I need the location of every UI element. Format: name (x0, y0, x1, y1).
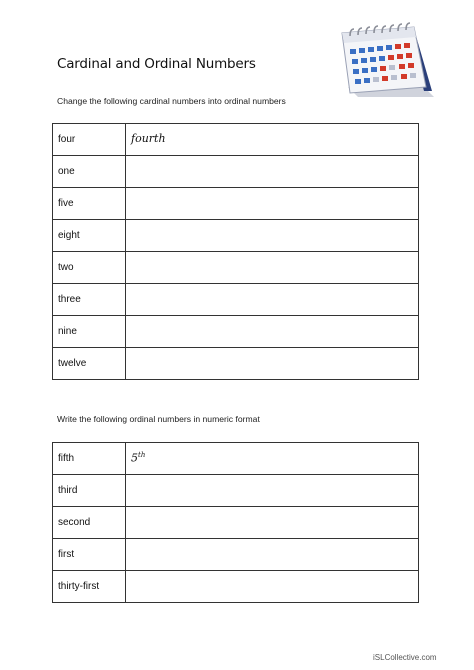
table-row (53, 571, 419, 603)
word-cell: fifth (53, 443, 126, 475)
table-row (53, 443, 419, 475)
answer-cell[interactable] (126, 348, 419, 380)
answer-cell[interactable] (126, 539, 419, 571)
footer-watermark: iSLCollective.com (373, 653, 437, 662)
table-row (53, 220, 419, 252)
word-cell: twelve (53, 348, 126, 380)
answer-cell[interactable] (126, 156, 419, 188)
section2-instruction: Write the following ordinal numbers in numeric format (57, 414, 260, 424)
table-row (53, 316, 419, 348)
calendar-icon (336, 17, 436, 101)
table-row (53, 475, 419, 507)
word-cell: two (53, 252, 126, 284)
table-row (53, 156, 419, 188)
answer-cell[interactable] (126, 124, 419, 156)
section1-instruction: Change the following cardinal numbers into ordinal numbers (57, 96, 286, 106)
table-row (53, 252, 419, 284)
word-cell: eight (53, 220, 126, 252)
answer-cell[interactable] (126, 284, 419, 316)
word-cell: first (53, 539, 126, 571)
worksheet-title: Cardinal and Ordinal Numbers (57, 56, 256, 72)
answer-superscript: th (138, 451, 146, 459)
table-row (53, 284, 419, 316)
answer-cell[interactable] (126, 316, 419, 348)
ordinal-to-numeric-table (52, 442, 419, 603)
word-cell: four (53, 124, 126, 156)
answer-cell[interactable] (126, 475, 419, 507)
table-row (53, 348, 419, 380)
answer-cell[interactable] (126, 507, 419, 539)
answer-text: 5 (131, 451, 138, 465)
word-cell: five (53, 188, 126, 220)
table-row (53, 124, 419, 156)
word-cell: one (53, 156, 126, 188)
word-cell: nine (53, 316, 126, 348)
word-cell: third (53, 475, 126, 507)
word-cell: three (53, 284, 126, 316)
word-cell: second (53, 507, 126, 539)
answer-cell[interactable] (126, 252, 419, 284)
answer-text: fourth (131, 132, 166, 145)
answer-cell[interactable] (126, 571, 419, 603)
cardinal-to-ordinal-table (52, 123, 419, 380)
answer-cell[interactable] (126, 443, 419, 475)
word-cell: thirty-first (53, 571, 126, 603)
table-row (53, 188, 419, 220)
table-row (53, 539, 419, 571)
answer-cell[interactable] (126, 188, 419, 220)
answer-cell[interactable] (126, 220, 419, 252)
table-row (53, 507, 419, 539)
